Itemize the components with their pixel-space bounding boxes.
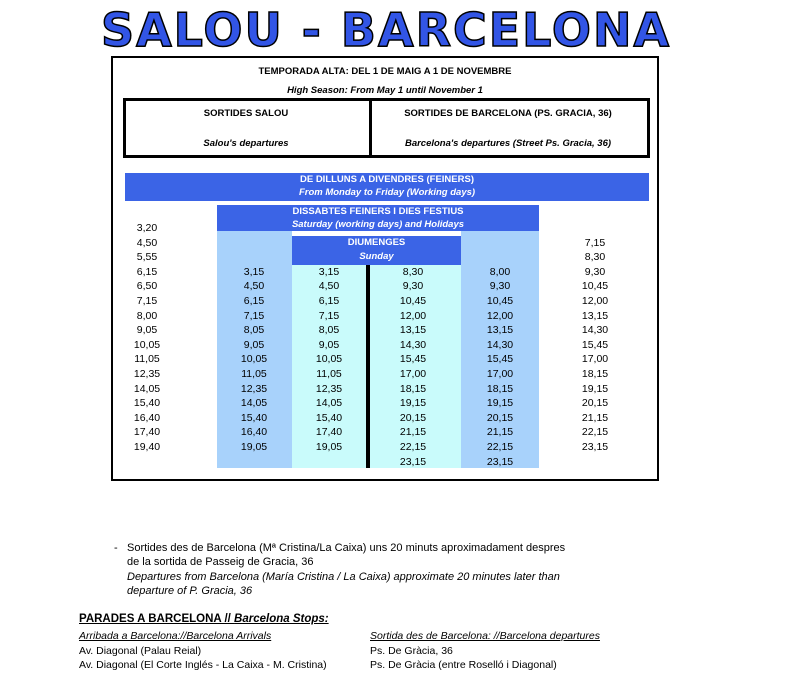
departure-time: 10,05 xyxy=(133,338,161,351)
departure-time: 18,15 xyxy=(581,368,609,380)
stops-title xyxy=(79,613,329,625)
saturday-band-catalan: DISSABTES FEINERS I DIES FESTIUS xyxy=(292,206,464,217)
departure-time: 11,05 xyxy=(241,368,267,380)
departure-time: 17,00 xyxy=(581,353,609,366)
departure-time: 18,15 xyxy=(399,382,427,395)
departure-time: 5,55 xyxy=(136,251,158,264)
departure-time: 7,15 xyxy=(584,236,606,249)
departure-time: 21,15 xyxy=(399,426,427,439)
departure-time: 12,35 xyxy=(240,382,268,395)
departure-time: 14,30 xyxy=(486,338,514,351)
departure-time: 8,05 xyxy=(243,324,265,337)
departure-time: 17,40 xyxy=(133,426,161,439)
departure-time: 13,15 xyxy=(399,324,427,337)
season-english: High Season: From May 1 until November 1 xyxy=(287,85,483,96)
departure-time: 20,15 xyxy=(486,411,514,424)
note-bullet: - xyxy=(114,542,118,554)
departure-time: 9,05 xyxy=(136,324,158,337)
departure-time: 8,00 xyxy=(136,309,158,322)
departure-time: 19,15 xyxy=(581,382,609,395)
departure-time: 14,05 xyxy=(315,397,343,410)
departure-time: 15,45 xyxy=(581,338,609,351)
arrival-stop: Av. Diagonal (El Corte Inglés - La Caixa - M. Cristina) xyxy=(79,659,327,671)
departure-time: 9,30 xyxy=(402,280,424,293)
note-catalan: Sortides des de Barcelona (Mª Cristina/La Caixa) uns 20 minuts aproximadament despres de la sortida de Passeig de Gracia, 36 xyxy=(127,542,566,569)
season-catalan: TEMPORADA ALTA: DEL 1 DE MAIG A 1 DE NOVEMBRE xyxy=(258,66,512,77)
salou-header-english: Salou's departures xyxy=(203,138,289,149)
departure-time: 4,50 xyxy=(136,236,158,249)
departure-time: 14,30 xyxy=(581,324,609,337)
departure-time: 6,15 xyxy=(243,295,265,307)
departure-time: 10,45 xyxy=(486,295,514,307)
departure-time: 12,35 xyxy=(315,382,343,395)
departure-time: 19,40 xyxy=(133,441,161,453)
sunday-band-catalan: DIUMENGES xyxy=(347,237,406,248)
departure-time: 19,05 xyxy=(240,441,268,453)
departure-time: 14,30 xyxy=(399,338,427,351)
departure-time: 19,15 xyxy=(399,397,427,410)
departure-time: 15,45 xyxy=(486,353,514,366)
departure-time: 7,15 xyxy=(136,295,158,307)
note-english: Departures from Barcelona (María Cristina / La Caixa) approximate 20 minutes later than departure of P. Gracia, 36 xyxy=(127,571,560,598)
departure-time: 23,15 xyxy=(399,455,427,468)
departure-time: 8,30 xyxy=(584,251,606,264)
departure-time: 12,00 xyxy=(486,309,514,322)
departures-header-bcn: Sortida des de Barcelona: //Barcelona departures xyxy=(370,630,600,642)
arrivals-header: Arribada a Barcelona://Barcelona Arrivals xyxy=(79,630,272,642)
departure-time: 22,15 xyxy=(581,426,609,439)
departure-time: 21,15 xyxy=(486,426,514,439)
departure-time: 17,00 xyxy=(399,368,427,380)
departure-time: 13,15 xyxy=(486,324,514,337)
arrival-stop: Av. Diagonal (Palau Reial) xyxy=(79,645,202,657)
departure-time: 9,30 xyxy=(584,265,606,278)
departure-time: 4,50 xyxy=(318,280,340,293)
departure-time: 23,15 xyxy=(486,455,514,468)
departure-time: 14,05 xyxy=(133,382,161,395)
departure-time: 13,15 xyxy=(581,309,609,322)
departure-time: 16,40 xyxy=(240,426,268,439)
departure-time: 19,05 xyxy=(315,441,343,453)
departure-stop: Ps. De Gràcia (entre Roselló i Diagonal) xyxy=(370,659,557,671)
departure-time: 8,00 xyxy=(489,265,511,278)
departure-time: 8,05 xyxy=(318,324,340,337)
departure-time: 20,15 xyxy=(399,411,427,424)
saturday-band xyxy=(217,205,539,231)
departure-time: 12,35 xyxy=(133,368,161,380)
weekdays-band xyxy=(125,173,649,201)
departure-time: 20,15 xyxy=(581,397,609,410)
departure-time: 10,45 xyxy=(581,280,609,293)
departure-time: 9,30 xyxy=(489,280,511,293)
stops-title-english: Barcelona Stops: xyxy=(234,613,329,625)
departure-time: 17,00 xyxy=(486,368,514,380)
departure-time: 12,00 xyxy=(581,295,609,307)
departure-time: 8,30 xyxy=(402,265,424,278)
departure-time: 14,05 xyxy=(240,397,268,410)
sunday-band xyxy=(292,236,461,265)
departures-header xyxy=(123,98,650,158)
departure-time: 3,15 xyxy=(318,265,340,278)
sunday-band-english: Sunday xyxy=(359,251,394,262)
departure-time: 3,20 xyxy=(136,222,158,234)
saturday-band-english: Saturday (working days) and Holidays xyxy=(291,219,465,230)
departure-time: 6,15 xyxy=(136,265,158,278)
departure-time: 15,40 xyxy=(240,411,268,424)
departure-time: 15,40 xyxy=(133,397,161,410)
departure-time: 11,05 xyxy=(316,368,342,380)
departure-time: 10,05 xyxy=(315,353,343,366)
departure-time: 6,50 xyxy=(136,280,158,293)
departure-time: 7,15 xyxy=(318,309,340,322)
departure-time: 22,15 xyxy=(399,441,427,453)
page-title: SALOU - BARCELONA xyxy=(100,3,672,57)
barcelona-header-english: Barcelona's departures (Street Ps. Gracia, 36) xyxy=(404,138,612,149)
weekdays-band-catalan: DE DILLUNS A DIVENDRES (FEINERS) xyxy=(299,174,474,185)
departure-time: 21,15 xyxy=(581,411,609,424)
departure-time: 16,40 xyxy=(133,411,161,424)
salou-header-catalan: SORTIDES SALOU xyxy=(203,108,289,119)
departure-time: 17,40 xyxy=(315,426,343,439)
departure-time: 18,15 xyxy=(486,382,514,395)
departure-time: 15,45 xyxy=(399,353,427,366)
departure-time: 19,15 xyxy=(486,397,514,410)
departure-time: 23,15 xyxy=(581,441,609,453)
departure-stop: Ps. De Gràcia, 36 xyxy=(370,645,453,657)
departure-time: 7,15 xyxy=(243,309,265,322)
departure-time: 15,40 xyxy=(315,411,343,424)
departure-time: 3,15 xyxy=(243,265,265,278)
departure-time: 22,15 xyxy=(486,441,514,453)
departure-time: 10,05 xyxy=(240,353,268,366)
salou-barcelona-separator xyxy=(366,265,370,468)
departure-time: 10,45 xyxy=(399,295,427,307)
stops-title-catalan: PARADES A BARCELONA // xyxy=(79,613,235,625)
departure-time: 9,05 xyxy=(318,338,340,351)
departure-time: 4,50 xyxy=(243,280,265,293)
weekdays-band-english: From Monday to Friday (Working days) xyxy=(298,187,476,198)
departure-time: 12,00 xyxy=(399,309,427,322)
departure-time: 9,05 xyxy=(243,338,265,351)
departure-time: 6,15 xyxy=(318,295,340,307)
barcelona-header-catalan: SORTIDES DE BARCELONA (PS. GRACIA, 36) xyxy=(404,108,612,119)
departure-time: 11,05 xyxy=(134,353,160,366)
